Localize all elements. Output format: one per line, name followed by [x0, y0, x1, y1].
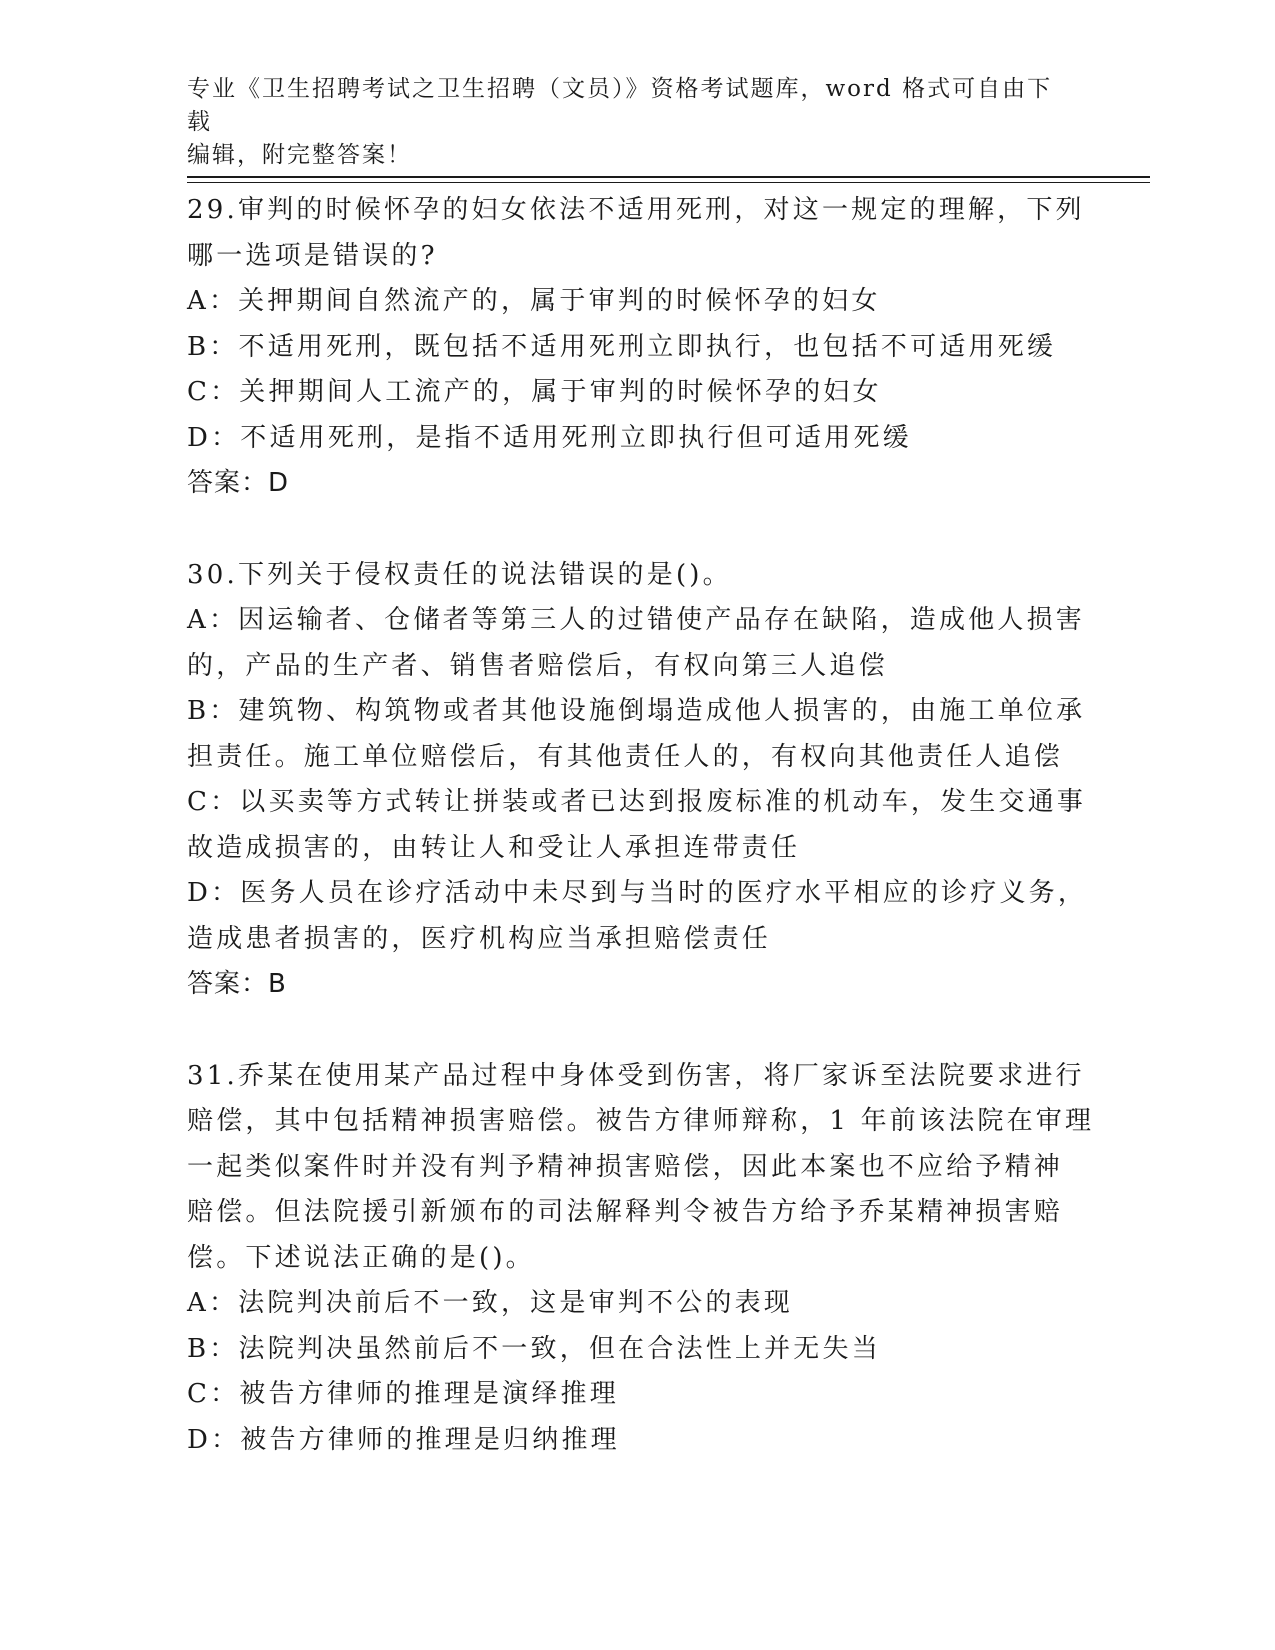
question-stem-line: 赔偿。但法院援引新颁布的司法解释判令被告方给予乔某精神损害赔: [187, 1197, 1064, 1227]
header-divider-thick: [187, 176, 1150, 178]
question-stem-line: 赔偿，其中包括精神损害赔偿。被告方律师辩称，1 年前该法院在审理: [187, 1106, 1095, 1136]
option-a: A：关押期间自然流产的，属于审判的时候怀孕的妇女: [187, 286, 881, 316]
option-d: D：医务人员在诊疗活动中未尽到与当时的医疗水平相应的诊疗义务，: [187, 878, 1088, 908]
option-d: D：被告方律师的推理是归纳推理: [187, 1424, 620, 1455]
answer-label: 答案：D: [187, 468, 290, 498]
question-30: [187, 553, 1087, 1008]
question-spacer: [187, 1008, 1087, 1054]
question-stem-line: 偿。下述说法正确的是()。: [187, 1242, 535, 1273]
question-stem-line: 31.乔某在使用某产品过程中身体受到伤害，将厂家诉至法院要求进行: [187, 1060, 1085, 1091]
question-stem-line: 29.审判的时候怀孕的妇女依法不适用死刑，对这一规定的理解，下列: [187, 195, 1085, 225]
question-stem-line: 一起类似案件时并没有判予精神损害赔偿，因此本案也不应给予精神: [187, 1151, 1064, 1182]
option-c: C：被告方律师的推理是演绎推理: [187, 1379, 619, 1409]
question-spacer: [187, 507, 1087, 553]
option-b: B：法院判决虽然前后不一致，但在合法性上并无失当: [187, 1333, 881, 1364]
option-c: C：以买卖等方式转让拼装或者已达到报废标准的机动车，发生交通事: [187, 787, 1087, 817]
header-line: 专业《卫生招聘考试之卫生招聘（文员）》资格考试题库，word 格式可自由下载: [187, 76, 1053, 135]
question-stem-line: 哪一选项是错误的?: [187, 240, 438, 271]
question-list: [187, 188, 1095, 1463]
header-line: 编辑，附完整答案！: [187, 142, 412, 168]
question-31: [187, 1054, 1095, 1464]
header-divider-thin: [187, 182, 1150, 183]
answer-label: 答案：B: [187, 969, 287, 999]
document-header: [187, 73, 1067, 172]
option-d: D：不适用死刑，是指不适用死刑立即执行但可适用死缓: [187, 422, 912, 453]
option-c-continued: 故造成损害的，由转让人和受让人承担连带责任: [187, 832, 801, 863]
option-d-continued: 造成患者损害的，医疗机构应当承担赔偿责任: [187, 923, 772, 954]
option-a: A：法院判决前后不一致，这是审判不公的表现: [187, 1288, 793, 1318]
option-b: B：不适用死刑，既包括不适用死刑立即执行，也包括不可适用死缓: [187, 331, 1057, 362]
option-a: A：因运输者、仓储者等第三人的过错使产品存在缺陷，造成他人损害: [187, 605, 1085, 635]
option-a-continued: 的，产品的生产者、销售者赔偿后，有权向第三人追偿: [187, 650, 888, 681]
question-29: [187, 188, 1087, 507]
option-b: B：建筑物、构筑物或者其他设施倒塌造成他人损害的，由施工单位承: [187, 696, 1086, 726]
option-c: C：关押期间人工流产的，属于审判的时候怀孕的妇女: [187, 377, 882, 407]
question-stem-line: 30.下列关于侵权责任的说法错误的是()。: [187, 559, 732, 590]
option-b-continued: 担责任。施工单位赔偿后，有其他责任人的，有权向其他责任人追偿: [187, 741, 1064, 772]
